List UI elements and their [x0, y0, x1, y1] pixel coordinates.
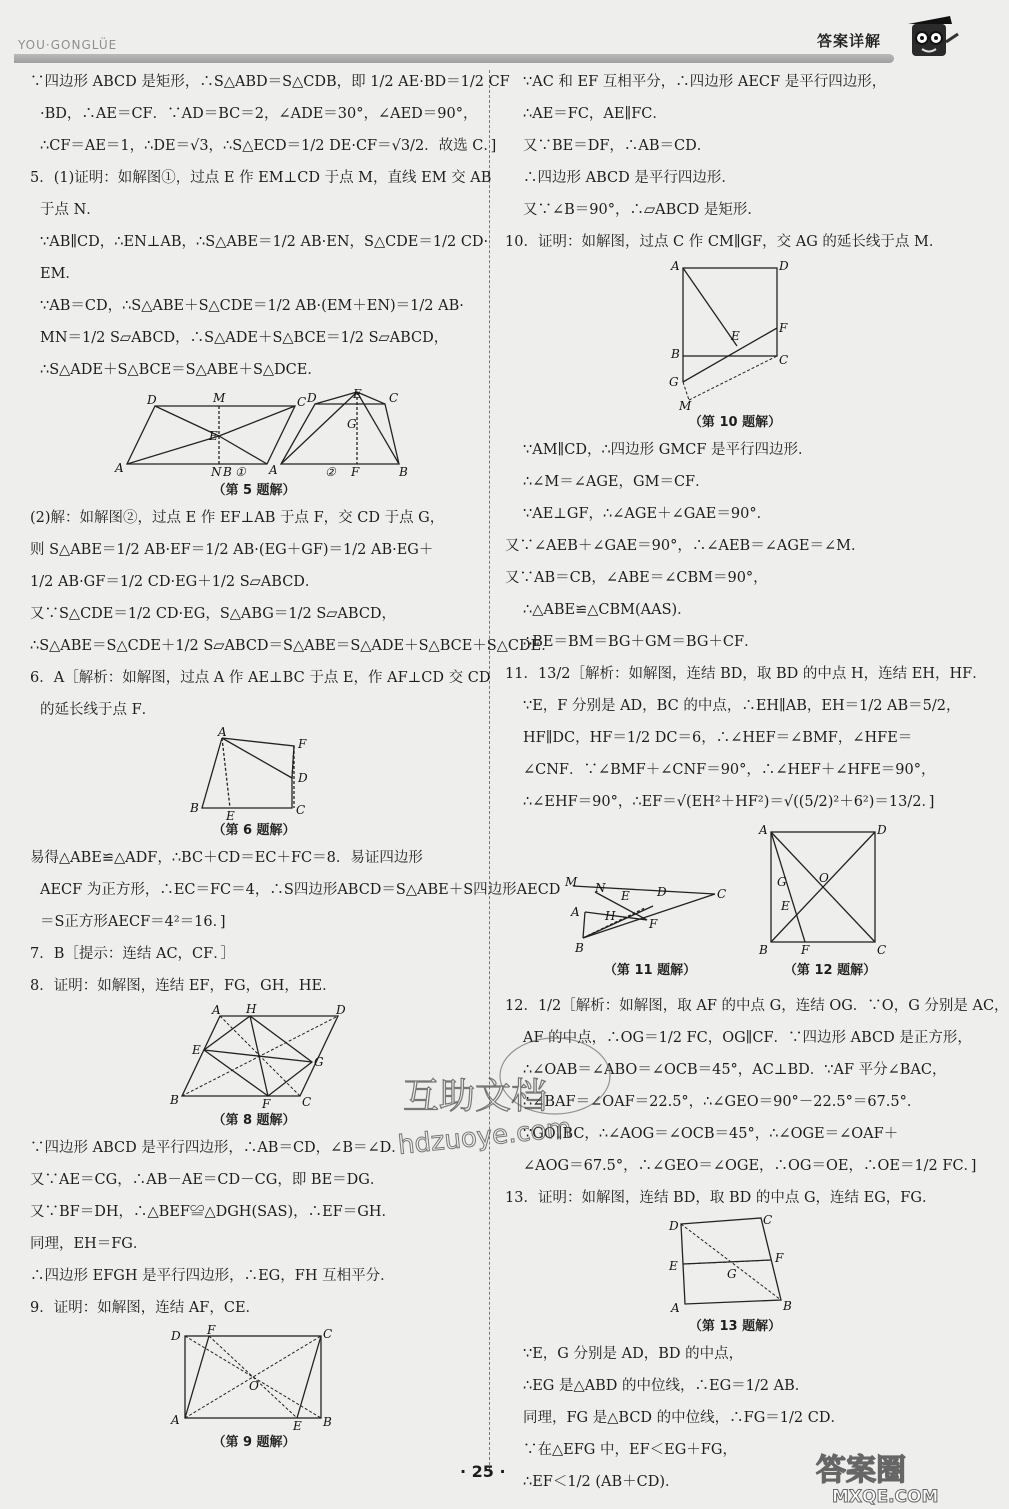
problem-11-heading: 11．13/2［解析：如解图，连结 BD，取 BD 的中点 H，连结 EH，HF．: [505, 666, 987, 682]
text-line: ∴S△ABE＝S△CDE＋1/2 S▱ABCD＝S△ABE＝S△ADE＋S△BCE＋S△CDE．: [30, 638, 556, 654]
fig-label: B: [223, 465, 232, 479]
text-line: ∴EF＜1/2 (AB＋CD)．: [523, 1474, 680, 1490]
text-line: ∵AM∥CD，∴四边形 GMCF 是平行四边形．: [523, 442, 813, 458]
fig-label: F: [262, 1097, 271, 1111]
fig-label: B: [783, 1299, 792, 1313]
problem-13-heading: 13．证明：如解图，连结 BD，取 BD 的中点 G，连结 EG，FG．: [505, 1190, 937, 1206]
figure-13-caption: （第 13 题解）: [688, 1319, 782, 1334]
fig-label: E: [731, 329, 740, 343]
problem-7-heading: 7．B［提示：连结 AC，CF．］: [30, 946, 235, 962]
text-line: (2)解：如解图②，过点 E 作 EF⊥AB 于点 F，交 CD 于点 G，: [30, 510, 445, 526]
fig-label: E: [781, 899, 790, 913]
fig-label: C: [779, 353, 789, 367]
fig-label: D: [147, 393, 157, 407]
fig-label: A: [212, 1003, 221, 1017]
fig-label: E: [621, 889, 630, 903]
fig-label: E: [669, 1259, 678, 1273]
figure-10: [665, 260, 805, 412]
fig-label: A: [671, 1301, 680, 1315]
figure-5: [99, 388, 409, 480]
text-line: ∵AB＝CD，∴S△ABE＋S△CDE＝1/2 AB·(EM＋EN)＝1/2 AB·: [40, 298, 464, 314]
fig-label: D: [336, 1003, 346, 1017]
fig-label: D: [298, 771, 308, 785]
fig-label: F: [801, 943, 810, 957]
fig-label: A: [759, 823, 768, 837]
figure-12: [755, 822, 895, 958]
figure-8: [164, 1004, 344, 1110]
site-logo: [812, 1448, 988, 1506]
figure-9: [169, 1323, 339, 1433]
fig-label: E: [226, 809, 235, 823]
text-line: AF 的中点，∴OG＝1/2 FC，OG∥CF．∵四边形 ABCD 是正方形，: [523, 1030, 972, 1046]
text-line: 又∵BE＝DF，∴AB＝CD．: [523, 138, 712, 154]
fig-label: D: [171, 1329, 181, 1343]
text-line: ∴S△ADE＋S△BCE＝S△ABE＋S△DCE．: [40, 362, 322, 378]
mascot-icon: [898, 12, 960, 64]
text-line: 又∵BF＝DH，∴△BEF≌△DGH(SAS)，∴EF＝GH．: [30, 1204, 396, 1220]
figure-9-caption: （第 9 题解）: [212, 1435, 296, 1450]
fig-label: G: [727, 1267, 737, 1281]
fig-label: A: [218, 725, 227, 739]
fig-label: B: [170, 1093, 179, 1107]
fig-label: C: [389, 391, 399, 405]
fig-label: N: [595, 881, 606, 895]
text-line: ∵在△EFG 中，EF＜EG＋FG，: [523, 1442, 737, 1458]
text-line: 又∵∠AEB＋∠GAE＝90°，∴∠AEB＝∠AGE＝∠M．: [505, 538, 866, 554]
text-line: ∴∠BAF＝∠OAF＝22.5°，∴∠GEO＝90°－22.5°＝67.5°．: [523, 1094, 922, 1110]
text-line: ∴四边形 EFGH 是平行四边形，∴EG，FH 互相平分．: [30, 1268, 395, 1284]
text-line: 的延长线于点 F．: [40, 702, 157, 718]
text-line: ∴四边形 ABCD 是平行四边形．: [523, 170, 736, 186]
text-line: ∴△ABE≌△CBM(AAS)．: [523, 602, 692, 618]
text-line: 同理，EH＝FG．: [30, 1236, 148, 1252]
text-line: 易得△ABE≌△ADF，∴BC＋CD＝EC＋FC＝8．易证四边形: [30, 850, 423, 866]
figure-13: [665, 1213, 805, 1316]
fig-label: O: [819, 871, 829, 885]
fig-label: C: [323, 1327, 333, 1341]
fig-label: C: [296, 803, 306, 817]
text-line: ∴BE＝BM＝BG＋GM＝BG＋CF．: [523, 634, 759, 650]
text-line: ∠CNF．∵∠BMF＋∠CNF＝90°，∴∠HEF＋∠HFE＝90°，: [523, 762, 936, 778]
fig-label: F: [649, 917, 658, 931]
text-line: 于点 N．: [40, 202, 101, 218]
text-line: ∵GO∥BC，∴∠AOG＝∠OCB＝45°，∴∠OGE＝∠OAF＋: [523, 1126, 899, 1142]
column-divider: [489, 70, 490, 1470]
page-number: · 25 ·: [460, 1462, 506, 1481]
problem-10-heading: 10．证明：如解图，过点 C 作 CM∥GF，交 AG 的延长线于点 M．: [505, 234, 944, 250]
fig-label: ①: [235, 465, 246, 479]
figure-11-12-row: [505, 818, 965, 990]
text-line: ∴∠M＝∠AGE，GM＝CF．: [523, 474, 710, 490]
watermark-url: hdzuoye.com: [396, 1112, 573, 1161]
fig-label: F: [207, 1323, 216, 1337]
text-line: 1/2 AB·GF＝1/2 CD·EG＋1/2 S▱ABCD．: [30, 574, 320, 590]
text-line: ∴EG 是△ABD 的中位线，∴EG＝1/2 AB．: [523, 1378, 810, 1394]
fig-label: N: [211, 465, 222, 479]
text-line: ·BD，∴AE＝CF．∵AD＝BC＝2，∠ADE＝30°，∠AED＝90°，: [40, 106, 478, 122]
logo-en: MXQE.COM: [832, 1487, 939, 1507]
fig-label: D: [669, 1219, 679, 1233]
fig-label: M: [565, 875, 578, 889]
fig-label: B: [323, 1415, 332, 1429]
fig-label: M: [679, 399, 692, 413]
header-bar: [14, 54, 894, 63]
fig-label: D: [307, 391, 317, 405]
problem-9-heading: 9．证明：如解图，连结 AF，CE．: [30, 1300, 261, 1316]
figure-6: [184, 725, 324, 823]
text-line: EM．: [40, 266, 80, 282]
fig-label: D: [779, 259, 789, 273]
figure-6-caption: （第 6 题解）: [212, 823, 296, 838]
text-line: ∵E，F 分别是 AD，BC 的中点，∴EH∥AB，EH＝1/2 AB＝5/2，: [523, 698, 961, 714]
text-line: 又∵AB＝CB，∠ABE＝∠CBM＝90°，: [505, 570, 768, 586]
fig-label: A: [171, 1413, 180, 1427]
fig-label: G: [314, 1055, 324, 1069]
figure-12-caption: （第 12 题解）: [783, 963, 877, 978]
text-line: 又∵S△CDE＝1/2 CD·EG，S△ABG＝1/2 S▱ABCD，: [30, 606, 397, 622]
fig-label: E: [293, 1419, 302, 1433]
fig-label: F: [779, 321, 788, 335]
fig-label: A: [571, 905, 580, 919]
text-line: ∵四边形 ABCD 是矩形，∴S△ABD＝S△CDB，即 1/2 AE·BD＝1/2 CF: [30, 74, 510, 90]
right-column: [505, 66, 1009, 1498]
logo-cn: 答案圈: [816, 1453, 906, 1488]
fig-label: F: [298, 737, 307, 751]
problem-6-heading: 6．A［解析：如解图，过点 A 作 AE⊥BC 于点 E，作 AF⊥CD 交 CD: [30, 670, 491, 686]
text-line: ∠AOG＝67.5°，∴∠GEO＝∠OGE，∴OG＝OE，∴OE＝1/2 FC．]: [523, 1158, 977, 1174]
fig-label: H: [246, 1002, 257, 1016]
fig-label: B: [671, 347, 680, 361]
figure-10-caption: （第 10 题解）: [688, 415, 782, 430]
text-line: ∵E，G 分别是 AD，BD 的中点，: [523, 1346, 744, 1362]
series-name: YOU·GONGLÜE: [18, 38, 118, 52]
fig-label: E: [353, 387, 362, 401]
fig-label: D: [657, 885, 667, 899]
text-line: 又∵∠B＝90°，∴▱ABCD 是矩形．: [523, 202, 762, 218]
fig-label: B: [575, 941, 584, 955]
fig-label: C: [877, 943, 887, 957]
text-line: ∵四边形 ABCD 是平行四边形，∴AB＝CD，∠B＝∠D．: [30, 1140, 406, 1156]
figure-5-caption: （第 5 题解）: [212, 483, 296, 498]
text-line: AECF 为正方形，∴EC＝FC＝4，∴S四边形ABCD＝S△ABE＋S四边形AECD: [40, 882, 561, 898]
fig-label: O: [249, 1379, 259, 1393]
fig-label: G: [347, 417, 357, 431]
text-line: 则 S△ABE＝1/2 AB·EF＝1/2 AB·(EG＋GF)＝1/2 AB·EG＋: [30, 542, 434, 558]
fig-label: D: [877, 823, 887, 837]
text-line: MN＝1/2 S▱ABCD，∴S△ADE＋S△BCE＝1/2 S▱ABCD，: [40, 330, 449, 346]
text-line: 又∵AE＝CG，∴AB－AE＝CD－CG，即 BE＝DG．: [30, 1172, 385, 1188]
fig-label: ②: [325, 465, 336, 479]
problem-12-heading: 12．1/2［解析：如解图，取 AF 的中点 G，连结 OG．∵O，G 分别是 AC，: [505, 998, 1009, 1014]
fig-label: F: [351, 465, 360, 479]
figure-11-caption: （第 11 题解）: [603, 963, 697, 978]
fig-label: B: [759, 943, 768, 957]
fig-label: C: [763, 1213, 773, 1227]
text-line: HF∥DC，HF＝1/2 DC＝6，∴∠HEF＝∠BMF，∠HFE＝: [523, 730, 913, 746]
watermark-text: 互助文档: [403, 1076, 548, 1117]
fig-label: B: [399, 465, 408, 479]
watermark-stamp: [395, 1030, 625, 1180]
fig-label: H: [605, 909, 616, 923]
text-line: ＝S正方形AECF＝4²＝16．]: [40, 914, 226, 930]
text-line: ∴CF＝AE＝1，∴DE＝√3，∴S△ECD＝1/2 DE·CF＝√3/2．故选 C．]: [40, 138, 497, 154]
text-line: ∴AE＝FC，AE∥FC．: [523, 106, 667, 122]
text-line: ∵AE⊥GF，∴∠AGE＋∠GAE＝90°．: [523, 506, 772, 522]
text-line: 同理，FG 是△BCD 的中位线，∴FG＝1/2 CD．: [523, 1410, 845, 1426]
fig-label: B: [190, 801, 199, 815]
fig-label: G: [669, 375, 679, 389]
text-line: ∴∠EHF＝90°，∴EF＝√(EH²＋HF²)＝√((5/2)²＋6²)＝13/2．]: [523, 794, 935, 810]
figure-11: [565, 876, 735, 956]
problem-8-heading: 8．证明：如解图，连结 EF，FG，GH，HE．: [30, 978, 337, 994]
text-line: ∴∠OAB＝∠ABO＝∠OCB＝45°，AC⊥BD．∵AF 平分∠BAC，: [523, 1062, 947, 1078]
fig-label: E: [192, 1043, 201, 1057]
fig-label: G: [777, 875, 787, 889]
fig-label: C: [297, 395, 307, 409]
text-line: ∵AB∥CD，∴EN⊥AB，∴S△ABE＝1/2 AB·EN，S△CDE＝1/2 CD·: [40, 234, 489, 250]
fig-label: A: [269, 463, 278, 477]
fig-label: E: [209, 429, 218, 443]
fig-label: A: [115, 461, 124, 475]
fig-label: C: [717, 887, 727, 901]
fig-label: C: [302, 1095, 312, 1109]
fig-label: F: [775, 1251, 784, 1265]
figure-8-caption: （第 8 题解）: [212, 1113, 296, 1128]
text-line: ∵AC 和 EF 互相平分，∴四边形 AECF 是平行四边形，: [523, 74, 887, 90]
fig-label: M: [213, 391, 226, 405]
fig-label: A: [671, 259, 680, 273]
section-title: 答案详解: [817, 32, 882, 50]
problem-5-heading: 5．(1)证明：如解图①，过点 E 作 EM⊥CD 于点 M，直线 EM 交 AB: [30, 170, 492, 186]
